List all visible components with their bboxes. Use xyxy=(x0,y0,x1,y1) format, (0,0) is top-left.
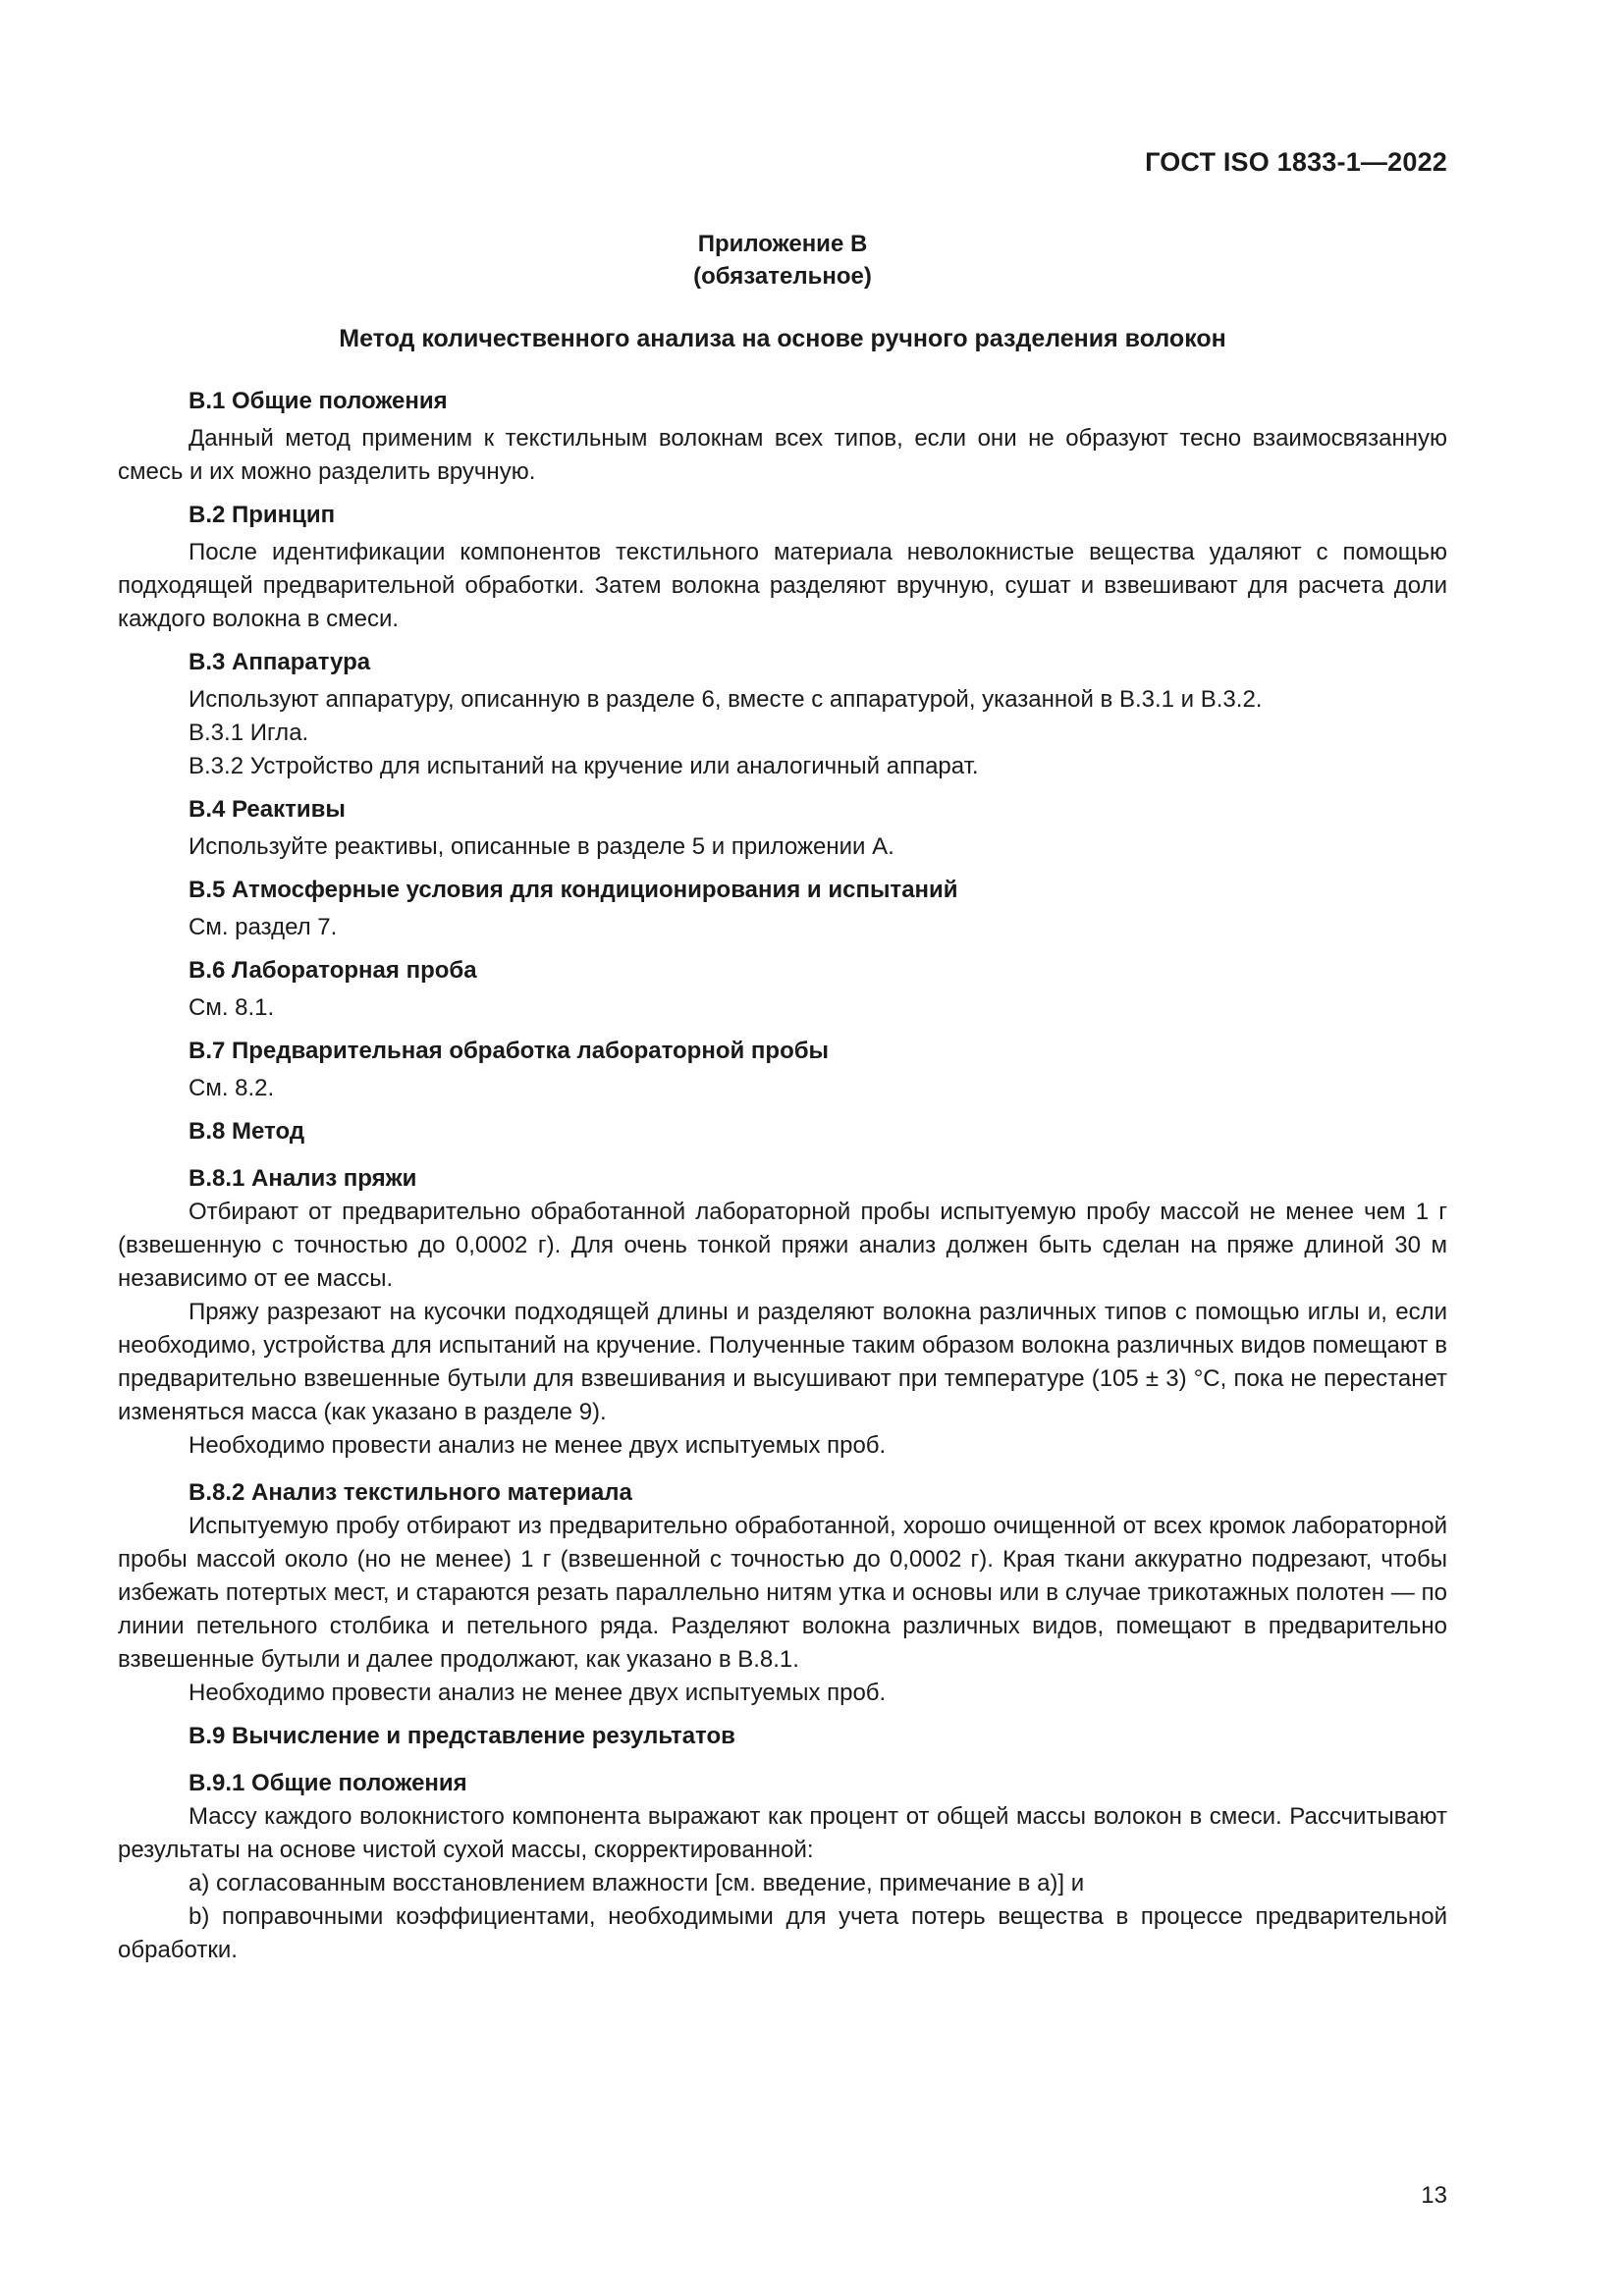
section-b6-text: См. 8.1. xyxy=(189,994,275,1021)
section-b7-text: См. 8.2. xyxy=(189,1075,275,1101)
section-b1-heading: В.1 Общие положения xyxy=(189,388,448,414)
section-b5-text: См. раздел 7. xyxy=(189,914,338,940)
annex-status: (обязательное) xyxy=(693,263,872,290)
section-b4-heading: В.4 Реактивы xyxy=(189,796,346,823)
section-b2-heading: В.2 Принцип xyxy=(189,502,336,528)
section-b3-item2: В.3.2 Устройство для испытаний на кручение или аналогичный аппарат. xyxy=(189,753,979,779)
standard-code: ГОСТ ISO 1833-1—2022 xyxy=(1145,147,1447,177)
section-b91-item-b: b) поправочными коэффициентами, необходимыми для учета потерь вещества в процессе предварительной обработки. xyxy=(118,1903,1447,1963)
section-b3-text: Используют аппаратуру, описанную в разделе 6, вместе с аппаратурой, указанной в В.3.1 и В.3.2. xyxy=(189,686,1263,713)
annex-title: Приложение В xyxy=(697,231,868,257)
section-b82-heading: В.8.2 Анализ текстильного материала xyxy=(189,1479,632,1506)
section-b81-heading: В.8.1 Анализ пряжи xyxy=(189,1165,417,1192)
section-b4-text: Используйте реактивы, описанные в разделе 5 и приложении А. xyxy=(189,833,894,860)
section-b9-heading: В.9 Вычисление и представление результатов xyxy=(189,1723,735,1749)
section-b3-item1: В.3.1 Игла. xyxy=(189,720,309,746)
section-b7-heading: В.7 Предварительная обработка лабораторной пробы xyxy=(189,1038,830,1064)
section-b82-paragraph-2: Необходимо провести анализ не менее двух испытуемых проб. xyxy=(189,1680,887,1706)
section-b82-paragraph-1: Испытуемую пробу отбирают из предварительно обработанной, хорошо очищенной от всех кромок лабораторной пробы массой около (но не менее) 1 г (взвешенной с точностью до 0,0002 г). Края ткани аккуратно подрезают, чтобы избежать потертых мест, и стараются резать параллельно нитям утка и основы или в случае трикотажных полотен — по линии петельного столбика и петельного ряда. Разделяют волокна различных видов, помещают в предварительно взвешенные бутыли и далее продолжают, как указано в В.8.1. xyxy=(118,1513,1447,1673)
section-b81-paragraph-3: Необходимо провести анализ не менее двух испытуемых проб. xyxy=(189,1432,887,1459)
section-b2-text: После идентификации компонентов текстильного материала неволокнистые вещества удаляют с помощью подходящей предварительной обработки. Затем волокна разделяют вручную, сушат и взвешивают для расчета доли каждого волокна в смеси. xyxy=(118,539,1447,632)
section-b81-paragraph-1: Отбирают от предварительно обработанной лабораторной пробы испытуемую пробу массой не менее чем 1 г (взвешенную с точностью до 0,0002 г). Для очень тонкой пряжи анализ должен быть сделан на пряже длиной 30 м независимо от ее массы. xyxy=(118,1199,1447,1292)
page-number: 13 xyxy=(1421,2182,1447,2209)
section-b91-paragraph-1: Массу каждого волокнистого компонента выражают как процент от общей массы волокон в смеси. Рассчитывают результаты на основе чистой сухой массы, скорректированной: xyxy=(118,1803,1447,1863)
page-content xyxy=(118,228,1447,1967)
section-b1-text: Данный метод применим к текстильным волокнам всех типов, если они не образуют тесно взаимосвязанную смесь и их можно разделить вручную. xyxy=(118,425,1447,485)
section-b3-heading: В.3 Аппаратура xyxy=(189,649,371,675)
section-b91-heading: В.9.1 Общие положения xyxy=(189,1770,467,1796)
section-b81-paragraph-2: Пряжу разрезают на кусочки подходящей длины и разделяют волокна различных типов с помощью иглы и, если необходимо, устройства для испытаний на кручение. Полученные таким образом волокна различных видов помещают в предварительно взвешенные бутыли для взвешивания и высушивают при температуре (105 ± 3) °С, пока не перестанет изменяться масса (как указано в разделе 9). xyxy=(118,1299,1447,1425)
section-b5-heading: В.5 Атмосферные условия для кондиционирования и испытаний xyxy=(189,877,958,903)
section-b6-heading: В.6 Лабораторная проба xyxy=(189,957,477,984)
section-b91-item-a: a) согласованным восстановлением влажности [см. введение, примечание в а)] и xyxy=(189,1870,1085,1896)
section-b8-heading: В.8 Метод xyxy=(189,1118,305,1145)
method-title: Метод количественного анализа на основе ручного разделения волокон xyxy=(339,325,1226,352)
